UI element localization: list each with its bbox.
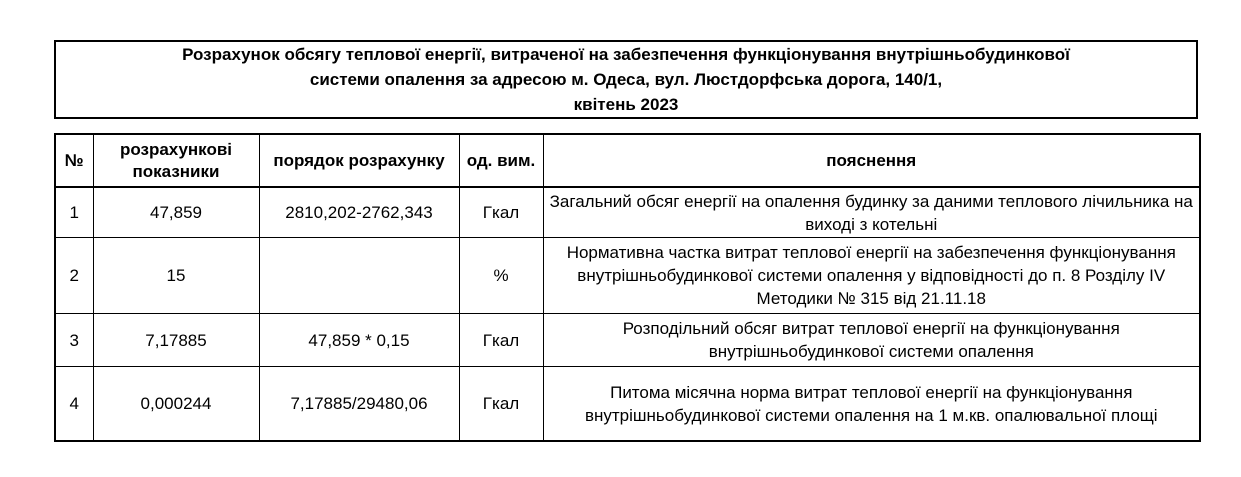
row-explanation: Розподільний обсяг витрат теплової енергії на функціонування внутрішньобудинкової системи опалення: [543, 314, 1200, 367]
row-order: 2810,202-2762,343: [259, 187, 459, 238]
title-line-1: Розрахунок обсягу теплової енергії, витраченої на забезпечення функціонування внутрішньобудинкової: [182, 45, 1070, 64]
row-order: 7,17885/29480,06: [259, 367, 459, 442]
header-unit: од. вим.: [459, 134, 543, 187]
row-explanation: Нормативна частка витрат теплової енергії на забезпечення функціонування внутрішньобудинкової системи опалення у відповідності до п. 8 Розділу IV Методики № 315 від 21.11.18: [543, 238, 1200, 314]
row-num: 3: [55, 314, 93, 367]
header-num: №: [55, 134, 93, 187]
header-explanation: пояснення: [543, 134, 1200, 187]
table-row: [55, 187, 1200, 238]
row-unit: Гкал: [459, 314, 543, 367]
row-value: 15: [93, 238, 259, 314]
table-header-row: [55, 134, 1200, 187]
document-title: [54, 40, 1198, 119]
row-num: 2: [55, 238, 93, 314]
row-unit: Гкал: [459, 187, 543, 238]
row-order: 47,859 * 0,15: [259, 314, 459, 367]
header-value: розрахункові показники: [93, 134, 259, 187]
row-unit: Гкал: [459, 367, 543, 442]
title-line-3: квітень 2023: [573, 95, 679, 114]
calculation-table: [54, 133, 1201, 442]
row-value: 47,859: [93, 187, 259, 238]
table-row: [55, 238, 1200, 314]
header-order: порядок розрахунку: [259, 134, 459, 187]
row-num: 1: [55, 187, 93, 238]
title-line-2: системи опалення за адресою м. Одеса, вул. Люстдорфська дорога, 140/1,: [309, 70, 943, 89]
row-value: 7,17885: [93, 314, 259, 367]
row-unit: %: [459, 238, 543, 314]
row-order: [259, 238, 459, 314]
row-num: 4: [55, 367, 93, 442]
row-explanation: Питома місячна норма витрат теплової енергії на функціонування внутрішньобудинкової системи опалення на 1 м.кв. опалювальної площі: [543, 367, 1200, 442]
table-row: [55, 314, 1200, 367]
row-explanation: Загальний обсяг енергії на опалення будинку за даними теплового лічильника на виході з котельні: [543, 187, 1200, 238]
row-value: 0,000244: [93, 367, 259, 442]
table-row: [55, 367, 1200, 442]
